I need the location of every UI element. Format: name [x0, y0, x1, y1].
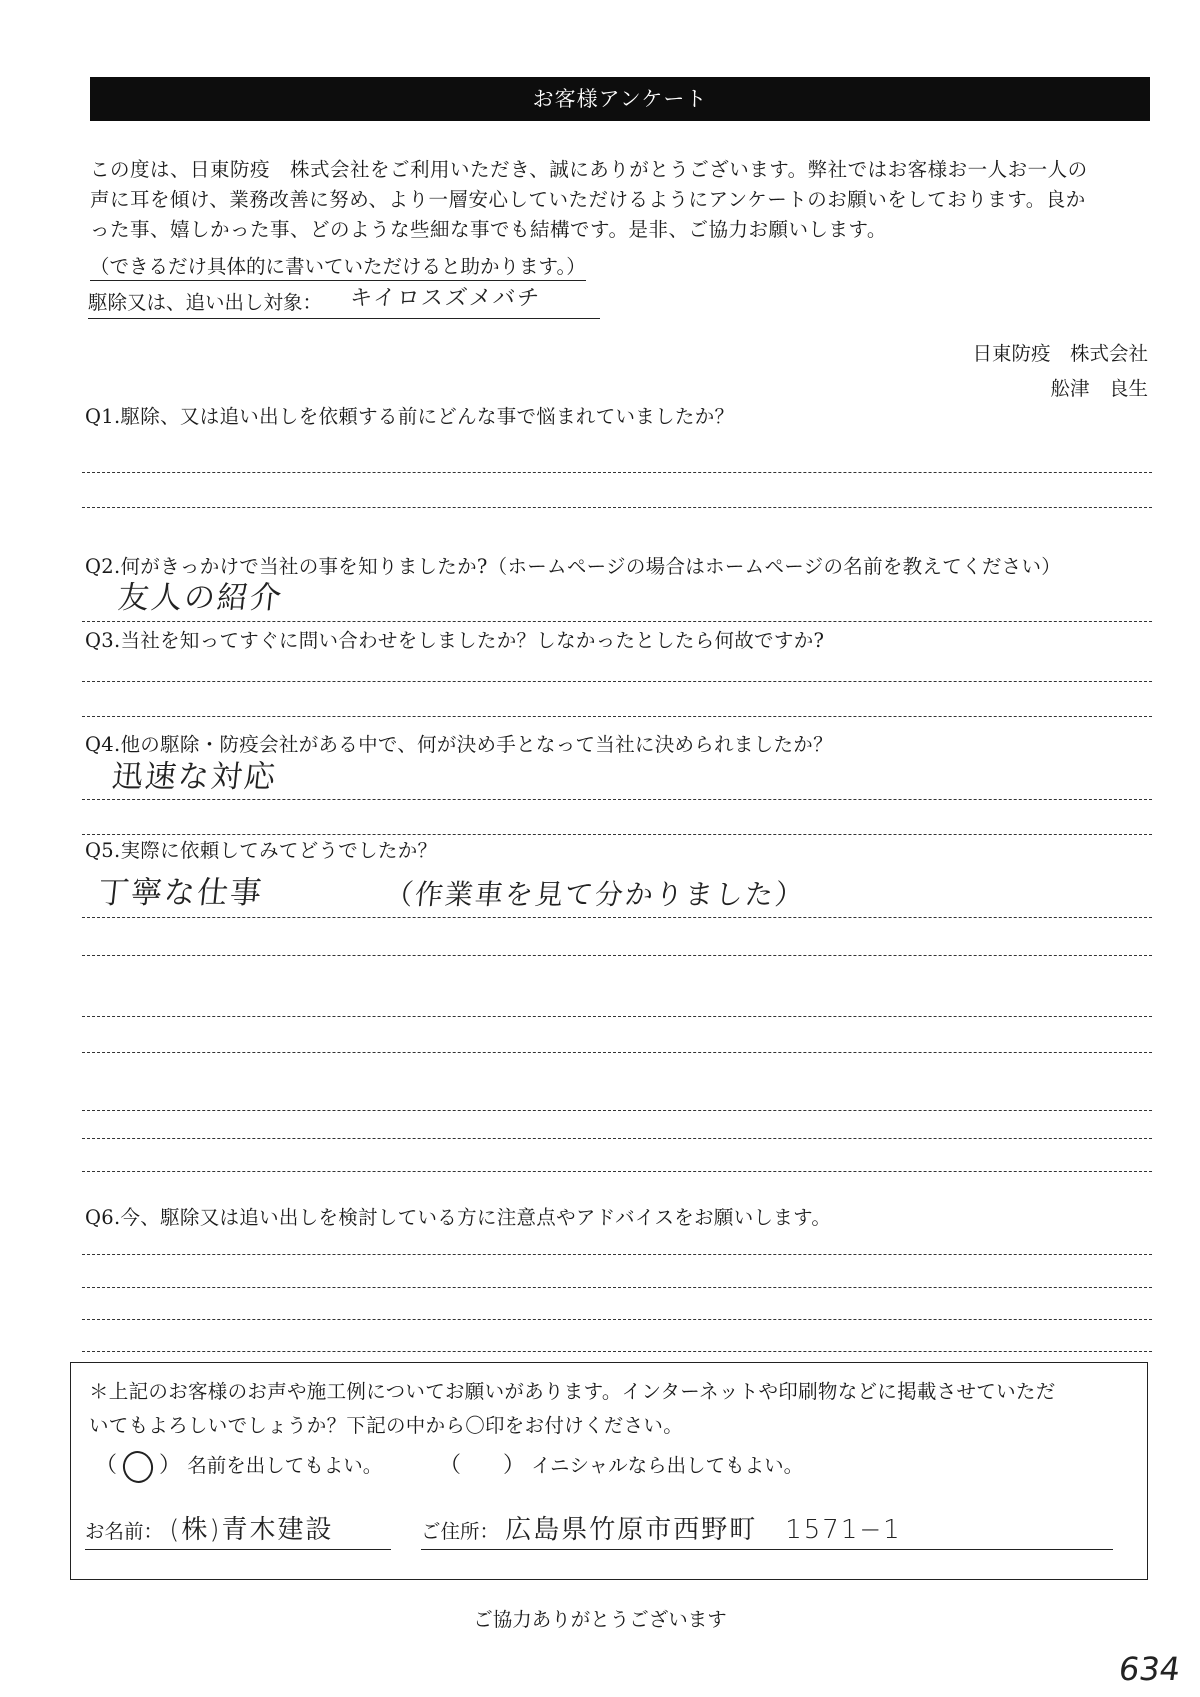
- option-name[interactable]: （ ） 名前を出してもよい。: [95, 1449, 382, 1483]
- option-initial[interactable]: （ ） イニシャルなら出してもよい。: [439, 1453, 804, 1478]
- publication-consent-box: [70, 1362, 1148, 1580]
- answer-line[interactable]: [82, 472, 1152, 473]
- name-label: お名前：: [85, 1520, 164, 1543]
- option-initial-label: イニシャルなら出してもよい。: [531, 1454, 804, 1477]
- question-6: Q6.今、駆除又は追い出しを検討している方に注意点やアドバイスをお願いします。: [85, 1206, 832, 1229]
- answer-line[interactable]: [82, 681, 1152, 682]
- consent-line-1: ＊上記のお客様のお声や施工例についてお願いがあります。インターネットや印刷物などに掲載させていただ: [89, 1380, 1056, 1403]
- answer-5: 丁寧な仕事: [96, 875, 265, 911]
- thanks-footer: ご協力ありがとうございます: [473, 1608, 727, 1631]
- address-value: 広島県竹原市西野町 1571−1: [505, 1515, 902, 1545]
- option-name-label: 名前を出してもよい。: [187, 1454, 383, 1477]
- answer-line[interactable]: [82, 1110, 1152, 1111]
- answer-line[interactable]: [82, 834, 1152, 835]
- answer-5-note: （作業車を見て分かりました）: [383, 878, 807, 911]
- company-name: 日東防疫 株式会社: [972, 342, 1148, 365]
- answer-4: 迅速な対応: [110, 759, 279, 795]
- answer-line[interactable]: [82, 1319, 1152, 1320]
- answer-line[interactable]: [82, 1138, 1152, 1139]
- answer-line[interactable]: [82, 716, 1152, 717]
- name-value: (株)青木建設: [169, 1515, 334, 1545]
- target-field[interactable]: [88, 288, 600, 319]
- answer-line[interactable]: [82, 955, 1152, 956]
- question-3: Q3.当社を知ってすぐに問い合わせをしましたか？しなかったとしたら何故ですか?: [85, 629, 825, 652]
- answer-line[interactable]: [82, 1287, 1152, 1288]
- intro-line-3: った事、嬉しかった事、どのような些細な事でも結構です。是非、ご協力お願いします。: [90, 218, 887, 241]
- answer-line[interactable]: [82, 507, 1152, 508]
- selected-circle-mark: [119, 1447, 156, 1486]
- intro-note: （できるだけ具体的に書いていただけると助かります。）: [90, 254, 586, 281]
- consent-text: [89, 1375, 1137, 1443]
- company-person: 舩津 良生: [1050, 377, 1148, 400]
- answer-line[interactable]: [82, 799, 1152, 800]
- answer-line[interactable]: [82, 1016, 1152, 1017]
- answer-line[interactable]: [82, 1351, 1152, 1352]
- answer-line[interactable]: [82, 917, 1152, 918]
- question-4: Q4.他の駆除・防疫会社がある中で、何が決め手となって当社に決められましたか？: [85, 733, 833, 756]
- answer-line[interactable]: [82, 1052, 1152, 1053]
- question-1: Q1.駆除、又は追い出しを依頼する前にどんな事で悩まれていましたか？: [85, 405, 735, 428]
- intro-paragraph: [90, 155, 1155, 245]
- target-label: 駆除又は、追い出し対象：: [88, 291, 323, 314]
- answer-line[interactable]: [82, 621, 1152, 622]
- intro-line-2: 声に耳を傾け、業務改善に努め、より一層安心していただけるようにアンケートのお願いをしております。良か: [90, 188, 1086, 211]
- address-field[interactable]: [421, 1513, 1113, 1550]
- answer-line[interactable]: [82, 1254, 1152, 1255]
- address-label: ご住所：: [421, 1520, 500, 1543]
- page-number: 634: [1116, 1650, 1183, 1688]
- answer-line[interactable]: [82, 1171, 1152, 1172]
- name-field[interactable]: [85, 1513, 391, 1550]
- consent-line-2: いてもよろしいでしょうか？下記の中から〇印をお付けください。: [89, 1414, 684, 1437]
- answer-2: 友人の紹介: [116, 580, 285, 616]
- survey-title-bar: お客様アンケート: [90, 77, 1150, 121]
- question-5: Q5.実際に依頼してみてどうでしたか？: [85, 839, 438, 862]
- intro-line-1: この度は、日東防疫 株式会社をご利用いただき、誠にありがとうございます。弊社ではお客様お一人お一人の: [90, 158, 1088, 181]
- target-value: キイロスズメバチ: [348, 286, 543, 311]
- question-2: Q2.何がきっかけで当社の事を知りましたか?（ホームページの場合はホームページの名前を教えてください）: [85, 555, 1062, 578]
